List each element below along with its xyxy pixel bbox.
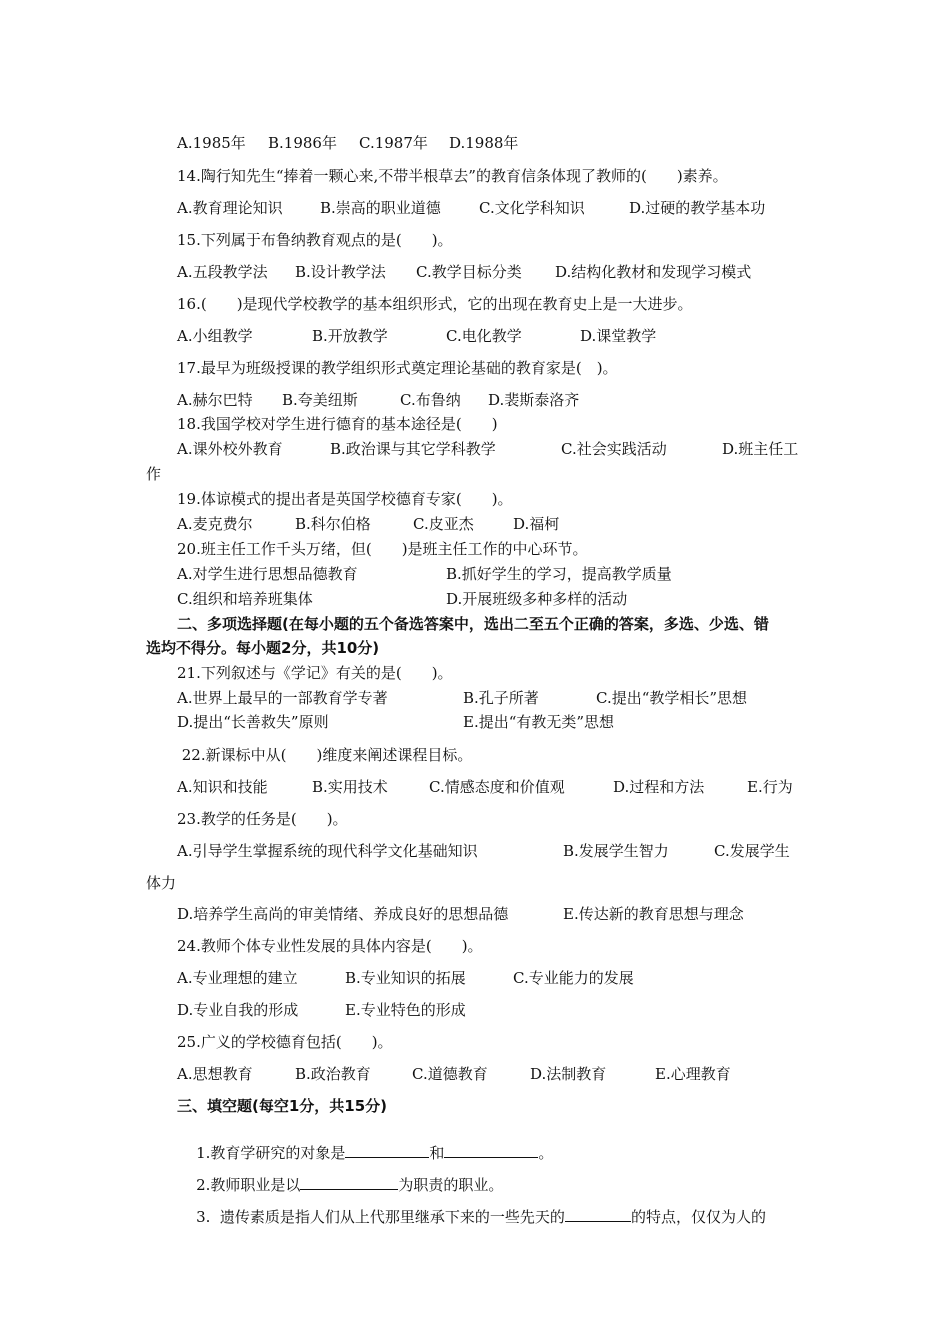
question-18: 18.我国学校对学生进行德育的基本途径是( ) xyxy=(177,415,498,433)
q22-option-b: B.实用技术 xyxy=(312,778,388,796)
question-23: 23.教学的任务是( )。 xyxy=(177,810,348,828)
q20-option-b: B.抓好学生的学习，提高教学质量 xyxy=(446,565,672,583)
q20-option-c: C.组织和培养班集体 xyxy=(177,590,313,608)
q15-option-d: D.结构化教材和发现学习模式 xyxy=(555,263,752,281)
question-17: 17.最早为班级授课的教学组织形式奠定理论基础的教育家是( )。 xyxy=(177,359,618,377)
fill-2-text-a: 2.教师职业是以 xyxy=(196,1176,301,1194)
q24-option-e: E.专业特色的形成 xyxy=(345,1001,466,1019)
fill-2-text-b: 为职责的职业。 xyxy=(398,1176,504,1194)
question-14: 14.陶行知先生“捧着一颗心来,不带半根草去”的教育信条体现了教师的( )素养。 xyxy=(177,167,728,185)
q24-option-b: B.专业知识的拓展 xyxy=(345,969,466,987)
q18-option-c: C.社会实践活动 xyxy=(561,440,667,458)
q25-option-b: B.政治教育 xyxy=(295,1065,371,1083)
q21-option-b: B.孔子所著 xyxy=(463,689,539,707)
q14-option-a: A.教育理论知识 xyxy=(177,199,283,217)
section-3-heading: 三、填空题(每空1分，共15分) xyxy=(177,1097,388,1115)
q15-option-a: A.五段教学法 xyxy=(177,263,268,281)
q23-option-c-wrap: 体力 xyxy=(146,874,177,892)
q22-option-a: A.知识和技能 xyxy=(177,778,268,796)
q23-option-e: E.传达新的教育思想与理念 xyxy=(563,905,744,923)
q14-option-d: D.过硬的教学基本功 xyxy=(629,199,766,217)
q13-option-b: B.1986年 xyxy=(268,134,337,152)
question-15: 15.下列属于布鲁纳教育观点的是( )。 xyxy=(177,231,453,249)
q24-option-c: C.专业能力的发展 xyxy=(513,969,634,987)
q22-option-c: C.情感态度和价值观 xyxy=(429,778,565,796)
q14-option-c: C.文化学科知识 xyxy=(479,199,585,217)
q13-option-c: C.1987年 xyxy=(359,134,428,152)
question-25: 25.广义的学校德育包括( )。 xyxy=(177,1033,393,1051)
question-22: 22.新课标中从( )维度来阐述课程目标。 xyxy=(177,746,473,764)
q17-option-a: A.赫尔巴特 xyxy=(177,391,253,409)
q17-option-b: B.夸美纽斯 xyxy=(282,391,358,409)
q23-option-d: D.培养学生高尚的审美情绪、养成良好的思想品德 xyxy=(177,905,509,923)
fill-1-text-b: 和 xyxy=(429,1144,445,1162)
q22-option-e: E.行为 xyxy=(747,778,793,796)
q16-option-b: B.开放教学 xyxy=(312,327,388,345)
q20-option-a: A.对学生进行思想品德教育 xyxy=(177,565,358,583)
q17-option-c: C.布鲁纳 xyxy=(400,391,461,409)
q21-option-a: A.世界上最早的一部教育学专著 xyxy=(177,689,388,707)
q20-option-d: D.开展班级多种多样的活动 xyxy=(446,590,628,608)
q16-option-d: D.课堂教学 xyxy=(580,327,657,345)
q15-option-c: C.教学目标分类 xyxy=(416,263,522,281)
question-21: 21.下列叙述与《学记》有关的是( )。 xyxy=(177,664,453,682)
q18-option-d-wrap: 作 xyxy=(146,465,162,483)
q17-option-d: D.裴斯泰洛齐 xyxy=(488,391,580,409)
q25-option-c: C.道德教育 xyxy=(412,1065,488,1083)
section-2-heading-line2: 选均不得分。每小题2分，共10分) xyxy=(146,639,380,657)
q24-option-d: D.专业自我的形成 xyxy=(177,1001,299,1019)
q16-option-a: A.小组教学 xyxy=(177,327,253,345)
fill-question-3 xyxy=(177,1185,766,1247)
q19-option-c: C.皮亚杰 xyxy=(413,515,474,533)
q25-option-e: E.心理教育 xyxy=(655,1065,731,1083)
question-24: 24.教师个体专业性发展的具体内容是( )。 xyxy=(177,937,483,955)
fill-1-text-a: 1.教育学研究的对象是 xyxy=(196,1144,346,1162)
fill-3-blank[interactable] xyxy=(565,1205,631,1222)
q21-option-d: D.提出“长善救失”原则 xyxy=(177,713,329,731)
q14-option-b: B.崇高的职业道德 xyxy=(320,199,441,217)
question-16: 16.( )是现代学校教学的基本组织形式，它的出现在教育史上是一大进步。 xyxy=(177,295,693,313)
q19-option-a: A.麦克费尔 xyxy=(177,515,253,533)
q21-option-c: C.提出“教学相长”思想 xyxy=(596,689,748,707)
q18-option-b: B.政治课与其它学科教学 xyxy=(330,440,496,458)
section-2-heading-line1: 二、多项选择题(在每小题的五个备选答案中，选出二至五个正确的答案，多选、少选、错 xyxy=(177,615,769,633)
q19-option-b: B.科尔伯格 xyxy=(295,515,371,533)
q23-option-a: A.引导学生掌握系统的现代科学文化基础知识 xyxy=(177,842,478,860)
question-20: 20.班主任工作千头万绪，但( )是班主任工作的中心环节。 xyxy=(177,540,588,558)
q18-option-d: D.班主任工 xyxy=(722,440,799,458)
q13-option-a: A.1985年 xyxy=(177,134,246,152)
q19-option-d: D.福柯 xyxy=(513,515,560,533)
q25-option-d: D.法制教育 xyxy=(530,1065,607,1083)
q16-option-c: C.电化教学 xyxy=(446,327,522,345)
q15-option-b: B.设计教学法 xyxy=(295,263,386,281)
q25-option-a: A.思想教育 xyxy=(177,1065,253,1083)
fill-3-text-a: 3. 遗传素质是指人们从上代那里继承下来的一些先天的 xyxy=(196,1208,565,1226)
fill-1-text-c: 。 xyxy=(538,1144,554,1162)
fill-3-text-b: 的特点，仅仅为人的 xyxy=(630,1208,766,1226)
q21-option-e: E.提出“有教无类”思想 xyxy=(463,713,615,731)
q13-option-d: D.1988年 xyxy=(449,134,519,152)
question-19: 19.体谅模式的提出者是英国学校德育专家( )。 xyxy=(177,490,513,508)
q22-option-d: D.过程和方法 xyxy=(613,778,705,796)
q24-option-a: A.专业理想的建立 xyxy=(177,969,298,987)
q23-option-c: C.发展学生 xyxy=(714,842,790,860)
q18-option-a: A.课外校外教育 xyxy=(177,440,283,458)
q23-option-b: B.发展学生智力 xyxy=(563,842,669,860)
